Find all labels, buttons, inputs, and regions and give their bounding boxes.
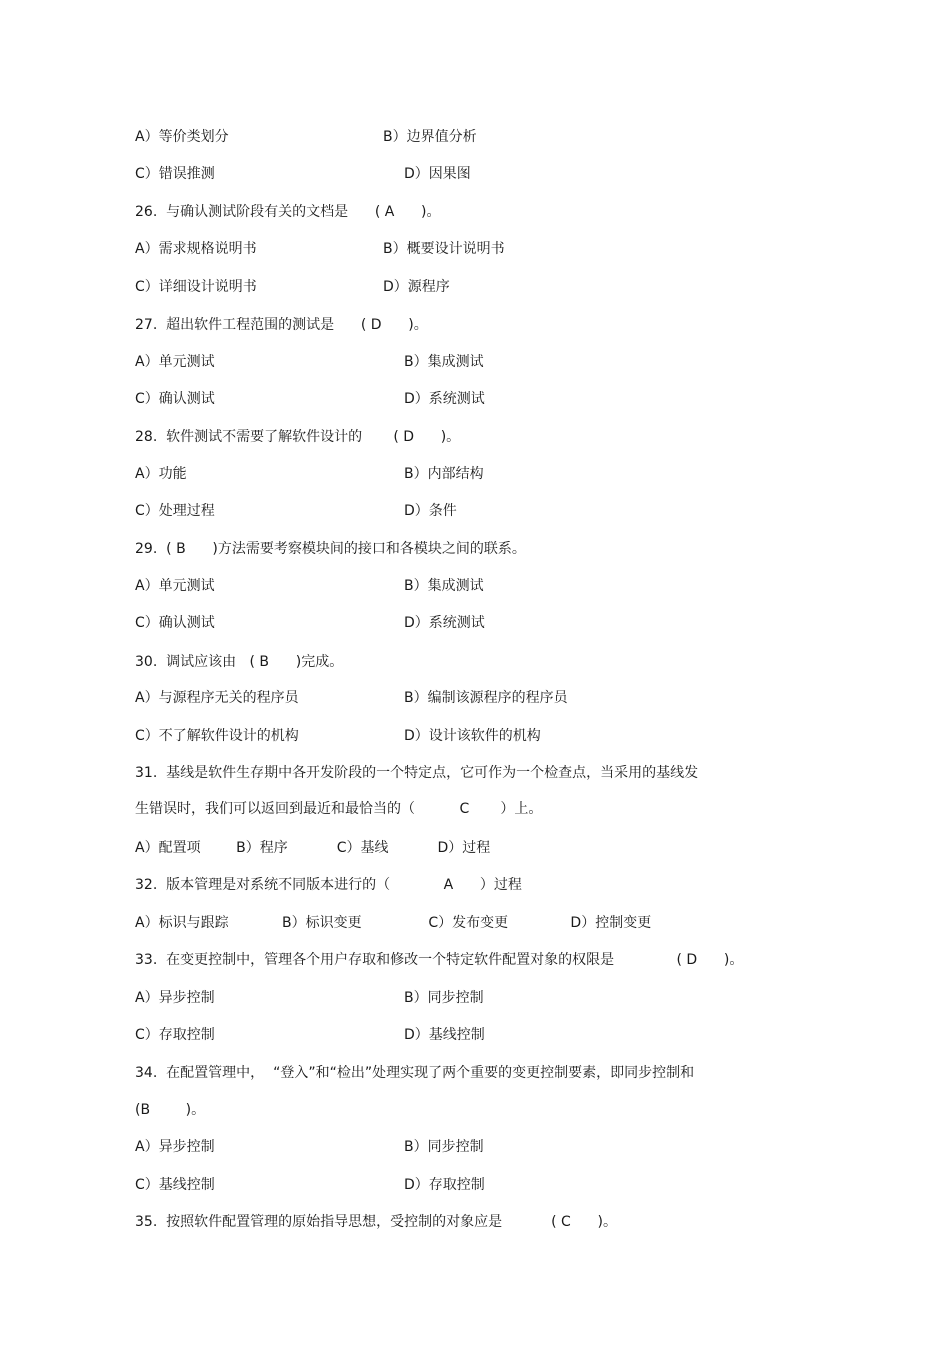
option-text: B）同步控制 bbox=[404, 1139, 484, 1155]
option-text: C）基线控制 bbox=[135, 1177, 215, 1193]
question-text: 26. 与确认测试阶段有关的文档是 ( A )。 bbox=[135, 204, 441, 220]
option-text: C）确认测试 bbox=[135, 391, 215, 407]
option-text: B）边界值分析 bbox=[383, 129, 477, 145]
option-text: D）系统测试 bbox=[404, 391, 485, 407]
option-text: A）异步控制 bbox=[135, 990, 215, 1006]
option-text: D）条件 bbox=[404, 503, 457, 519]
option-text: B）集成测试 bbox=[404, 354, 484, 370]
question-text: 29. ( B )方法需要考察模块间的接口和各模块之间的联系。 bbox=[135, 541, 526, 557]
question-text: 32. 版本管理是对系统不同版本进行的（ A ）过程 bbox=[135, 877, 522, 893]
option-text: C）不了解软件设计的机构 bbox=[135, 728, 299, 744]
question-text: 生错误时，我们可以返回到最近和最恰当的（ C ）上。 bbox=[135, 801, 543, 817]
options-row: A）标识与跟踪 B）标识变更 C）发布变更 D）控制变更 bbox=[135, 915, 652, 931]
question-text: (B )。 bbox=[135, 1102, 206, 1118]
option-text: B）集成测试 bbox=[404, 578, 484, 594]
option-text: D）因果图 bbox=[404, 166, 471, 182]
option-text: B）内部结构 bbox=[404, 466, 484, 482]
option-text: A）异步控制 bbox=[135, 1139, 215, 1155]
options-row: A）配置项 B）程序 C）基线 D）过程 bbox=[135, 840, 491, 856]
question-text: 34. 在配置管理中， “登入”和“检出”处理实现了两个重要的变更控制要素，即同步控制和 bbox=[135, 1065, 695, 1081]
option-text: D）源程序 bbox=[383, 279, 450, 295]
option-text: A）单元测试 bbox=[135, 354, 215, 370]
option-text: A）需求规格说明书 bbox=[135, 241, 257, 257]
option-text: D）存取控制 bbox=[404, 1177, 485, 1193]
option-text: B）编制该源程序的程序员 bbox=[404, 690, 568, 706]
question-text: 28. 软件测试不需要了解软件设计的 ( D )。 bbox=[135, 429, 461, 445]
question-text: 27. 超出软件工程范围的测试是 ( D )。 bbox=[135, 317, 428, 333]
option-text: C）处理过程 bbox=[135, 503, 215, 519]
option-text: D）设计该软件的机构 bbox=[404, 728, 541, 744]
option-text: A）功能 bbox=[135, 466, 187, 482]
option-text: D）基线控制 bbox=[404, 1027, 485, 1043]
option-text: C）存取控制 bbox=[135, 1027, 215, 1043]
option-text: B）同步控制 bbox=[404, 990, 484, 1006]
option-text: A）单元测试 bbox=[135, 578, 215, 594]
option-text: A）与源程序无关的程序员 bbox=[135, 690, 299, 706]
option-text: A）等价类划分 bbox=[135, 129, 229, 145]
option-text: C）详细设计说明书 bbox=[135, 279, 257, 295]
option-text: C）错误推测 bbox=[135, 166, 215, 182]
option-text: C）确认测试 bbox=[135, 615, 215, 631]
question-text: 31. 基线是软件生存期中各开发阶段的一个特定点，它可作为一个检查点，当采用的基线发 bbox=[135, 765, 699, 781]
question-text: 33. 在变更控制中，管理各个用户存取和修改一个特定软件配置对象的权限是 ( D )。 bbox=[135, 952, 744, 968]
option-text: D）系统测试 bbox=[404, 615, 485, 631]
question-text: 35. 按照软件配置管理的原始指导思想，受控制的对象应是 ( C )。 bbox=[135, 1214, 617, 1230]
option-text: B）概要设计说明书 bbox=[383, 241, 505, 257]
question-text: 30. 调试应该由 ( B )完成。 bbox=[135, 654, 344, 670]
